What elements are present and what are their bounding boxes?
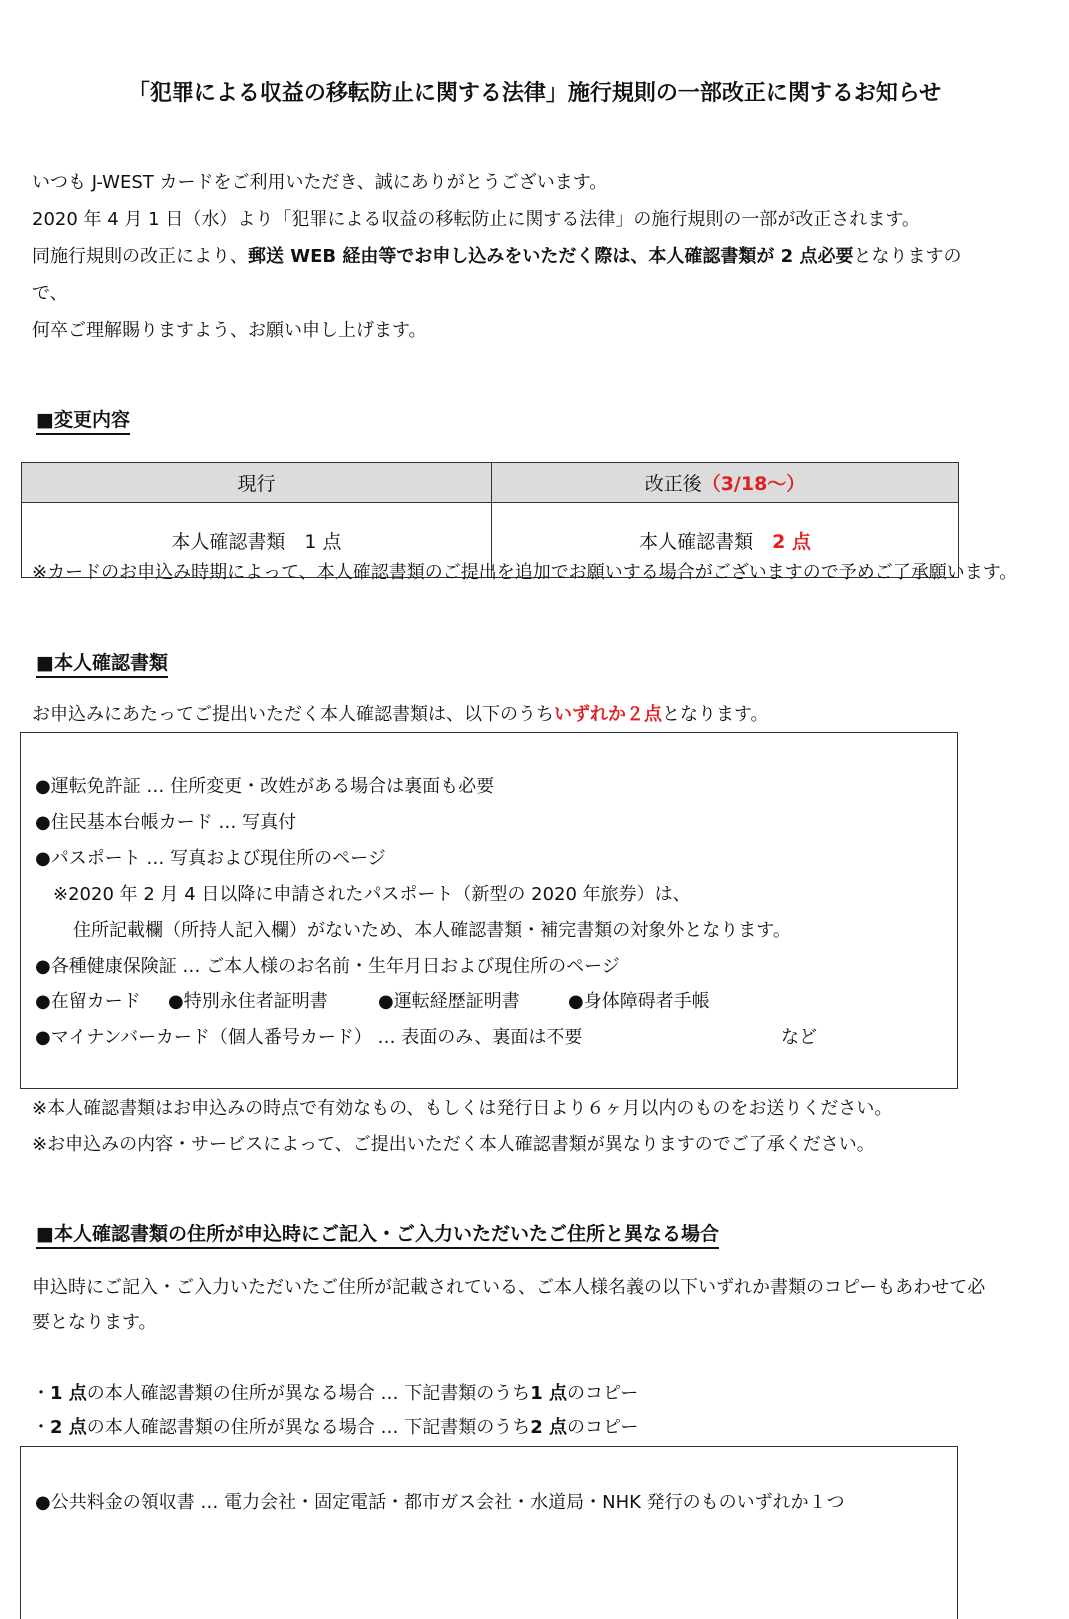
changes-table-header [22, 463, 959, 503]
intro-line-5: 何卒ご理解賜りますよう、お願い申し上げます。 [32, 320, 427, 341]
intro-line-3-post: となりますの [853, 246, 962, 267]
col-new-date: （3/18～） [701, 473, 806, 495]
address-lead-2: 要となります。 [32, 1312, 157, 1333]
intro-line-1: いつも J-WEST カードをご利用いただき、誠にありがとうございます。 [32, 172, 608, 193]
id-doc-item-3-note-2: 住所記載欄（所持人記入欄）がないため、本人確認書類・補完書類の対象外となります。 [73, 920, 791, 941]
id-doc-item-5c: ●運転経歴証明書 [378, 991, 520, 1012]
current-value: 本人確認書類 1 点 [22, 503, 492, 578]
changes-note: ※カードのお申込み時期によって、本人確認書類のご提出を追加でお願いする場合がございますので予めご了承願います。 [32, 562, 1018, 583]
intro-line-3-pre: 同施行規則の改正により、 [32, 246, 248, 267]
address-heading: ■本人確認書類の住所が申込時にご記入・ご入力いただいたご住所と異なる場合 [36, 1222, 719, 1249]
id-doc-item-1: ●運転免許証 … 住所変更・改姓がある場合は裏面も必要 [35, 776, 495, 797]
intro-line-4: で、 [32, 283, 68, 304]
id-doc-item-3: ●パスポート … 写真および現住所のページ [35, 848, 386, 869]
intro-line-3 [32, 245, 961, 269]
address-case-1 [32, 1382, 638, 1406]
new-value-count: 2 点 [772, 530, 811, 553]
address-case-1-mid: の本人確認書類の住所が異なる場合 … 下記書類のうち [86, 1383, 531, 1404]
id-docs-lead-red: いずれか２点 [554, 704, 662, 725]
address-case-2-bold2: 2 点 [530, 1417, 568, 1438]
id-docs-heading: ■本人確認書類 [36, 651, 168, 678]
intro-line-2: 2020 年 4 月 1 日（水）より「犯罪による収益の移転防止に関する法律」の施行規則の一部が改正されます。 [32, 209, 920, 230]
id-docs-lead-post: となります。 [662, 704, 769, 725]
address-case-2-pre: ・ [32, 1417, 50, 1438]
id-docs-lead [32, 703, 769, 727]
page-title: 「犯罪による収益の移転防止に関する法律」施行規則の一部改正に関するお知らせ [127, 81, 942, 106]
address-case-1-bold: 1 点 [50, 1383, 87, 1404]
changes-heading: ■変更内容 [36, 408, 130, 435]
id-doc-item-3-note-1: ※2020 年 2 月 4 日以降に申請されたパスポート（新型の 2020 年旅券）は、 [53, 884, 691, 905]
address-doc-item-1: ●公共料金の領収書 … 電力会社・固定電話・都市ガス会社・水道局・NHK 発行のものいずれか１つ [35, 1492, 845, 1513]
id-docs-lead-pre: お申込みにあたってご提出いただく本人確認書類は、以下のうち [32, 704, 554, 725]
address-case-2-post: のコピー [567, 1417, 639, 1438]
new-value-label: 本人確認書類 [639, 530, 754, 553]
address-lead-1: 申込時にご記入・ご入力いただいたご住所が記載されている、ご本人様名義の以下いずれか書類のコピーもあわせて必 [32, 1277, 986, 1298]
address-case-1-pre: ・ [32, 1383, 50, 1404]
id-doc-item-6: ●マイナンバーカード（個人番号カード） … 表面のみ、裏面は不要 [35, 1027, 583, 1048]
id-docs-box [20, 732, 958, 1089]
col-new-header [492, 463, 959, 503]
col-new-label: 改正後 [644, 473, 702, 495]
id-docs-note-2: ※お申込みの内容・サービスによって、ご提出いただく本人確認書類が異なりますのでご了承ください。 [32, 1134, 875, 1155]
id-doc-item-5a: ●在留カード [35, 991, 141, 1012]
address-docs-box [20, 1446, 958, 1619]
id-doc-item-4: ●各種健康保険証 … ご本人様のお名前・生年月日および現住所のページ [35, 956, 620, 977]
address-case-2 [32, 1416, 638, 1440]
address-case-1-bold2: 1 点 [530, 1383, 568, 1404]
address-case-2-mid: の本人確認書類の住所が異なる場合 … 下記書類のうち [86, 1417, 531, 1438]
id-doc-item-5d: ●身体障碍者手帳 [568, 991, 710, 1012]
address-case-2-bold: 2 点 [50, 1417, 87, 1438]
id-docs-note-1: ※本人確認書類はお申込みの時点で有効なもの、もしくは発行日より６ヶ月以内のものをお送りください。 [32, 1098, 893, 1119]
id-doc-item-6-etc: など [781, 1027, 817, 1048]
address-case-1-post: のコピー [567, 1383, 639, 1404]
id-doc-item-5b: ●特別永住者証明書 [168, 991, 328, 1012]
id-doc-item-2: ●住民基本台帳カード … 写真付 [35, 812, 297, 833]
col-current-header: 現行 [22, 463, 492, 503]
intro-line-3-bold: 郵送 WEB 経由等でお申し込みをいただく際は、本人確認書類が 2 点必要 [248, 246, 854, 267]
